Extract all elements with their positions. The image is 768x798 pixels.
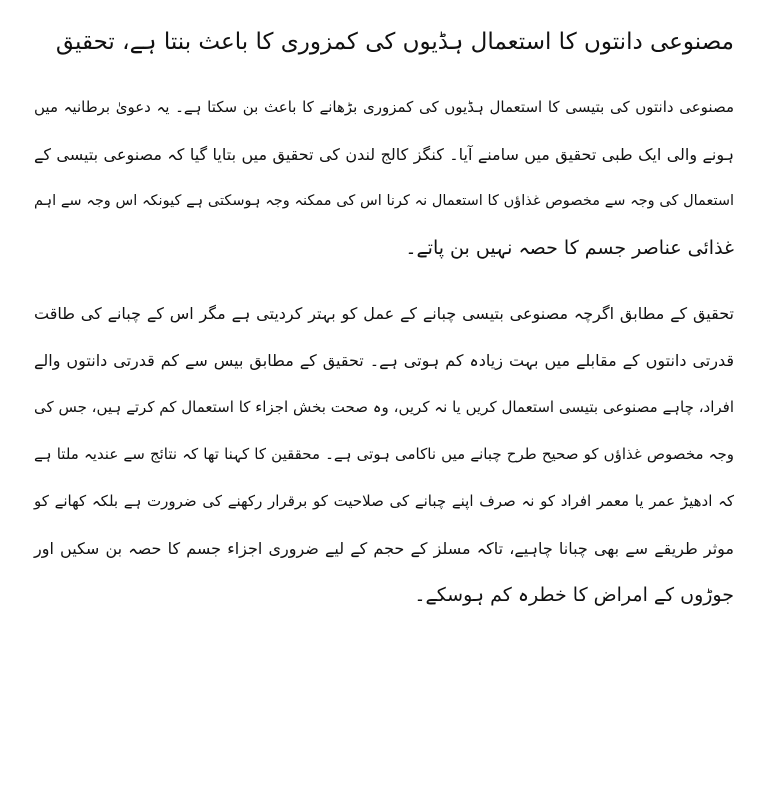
article-paragraph-1 bbox=[34, 84, 734, 272]
article-paragraph-2 bbox=[34, 290, 734, 619]
paragraph-line: مصنوعی دانتوں کی بتیسی کا استعمال ہڈیوں کی کمزوری بڑھانے کا باعث بن سکتا ہے۔ یہ دعویٰ برطانیہ میں bbox=[34, 98, 734, 116]
paragraph-line: جوڑوں کے امراض کا خطرہ کم ہوسکے۔ bbox=[414, 584, 734, 606]
paragraph-line: قدرتی دانتوں کے مقابلے میں بہت زیادہ کم ہوتی ہے۔ تحقیق کے مطابق بیس سے کم قدرتی دانتوں والے bbox=[34, 351, 734, 370]
paragraph-line: موثر طریقے سے بھی چبانا چاہیے، تاکہ مسلز کے حجم کے لیے ضروری اجزاء جسم کا حصہ بن سکیں اور bbox=[34, 539, 734, 558]
paragraph-line: وجہ مخصوص غذاؤں کو صحیح طرح چبانے میں ناکامی ہوتی ہے۔ محققین کا کہنا تھا کہ نتائج سے عندیہ ملتا ہے bbox=[34, 445, 734, 463]
paragraph-line: تحقیق کے مطابق اگرچہ مصنوعی بتیسی چبانے کے عمل کو بہتر کردیتی ہے مگر اس کے چبانے کی طاقت bbox=[34, 304, 734, 323]
article-headline: مصنوعی دانتوں کا استعمال ہڈیوں کی کمزوری کا باعث بنتا ہے، تحقیق bbox=[55, 29, 734, 55]
paragraph-line: غذائی عناصر جسم کا حصہ نہیں بن پاتے۔ bbox=[405, 237, 734, 259]
paragraph-line: ہونے والی ایک طبی تحقیق میں سامنے آیا۔ کنگز کالج لندن کی تحقیق میں بتایا گیا کہ مصنوعی بتیسی کے bbox=[34, 145, 734, 164]
paragraph-line: افراد، چاہے مصنوعی بتیسی استعمال کریں یا نہ کریں، وہ صحت بخش اجزاء کا استعمال کم کرتے ہیں، جس کی bbox=[34, 398, 734, 416]
paragraph-line: کہ ادھیڑ عمر یا معمر افراد کو نہ صرف اپنے چبانے کی صلاحیت کو برقرار رکھنے کی ضرورت ہے بلکہ کھانے کو bbox=[34, 492, 734, 510]
paragraph-line: استعمال کی وجہ سے مخصوص غذاؤں کا استعمال نہ کرنا اس کی ممکنہ وجہ ہوسکتی ہے کیونکہ اس وجہ سے اہم bbox=[34, 193, 734, 209]
